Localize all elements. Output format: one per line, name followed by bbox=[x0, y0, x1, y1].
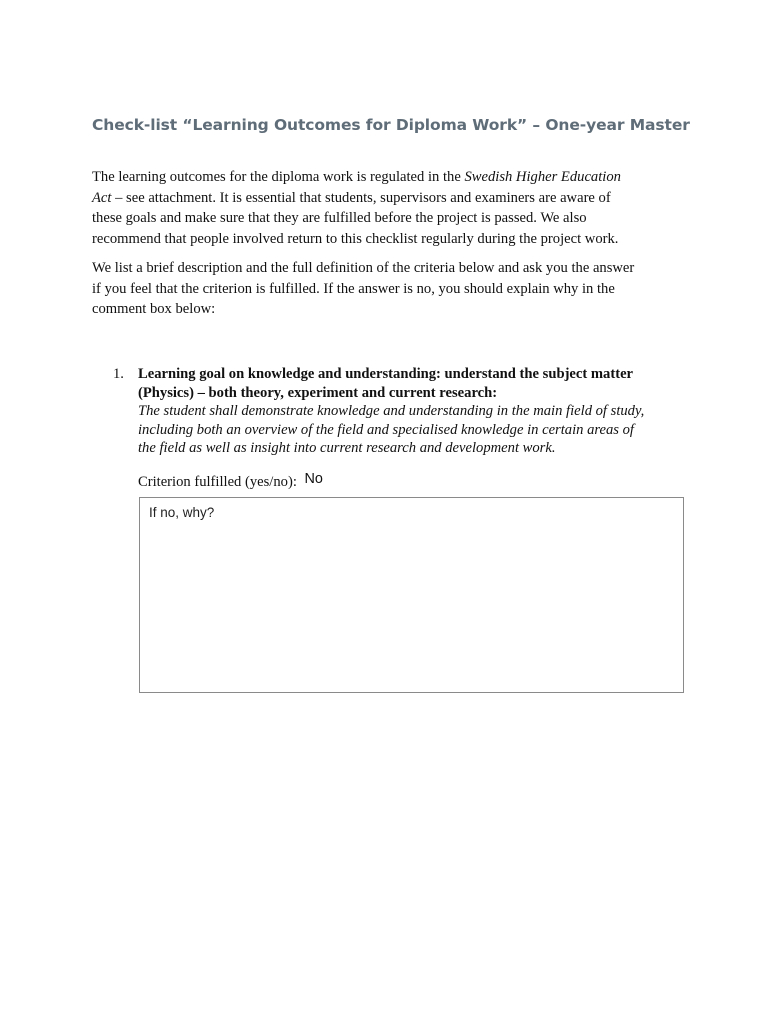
goal-description: including both an overview of the field and specialised knowledge in certain areas of bbox=[138, 421, 634, 438]
intro-line bbox=[92, 188, 682, 209]
goal-number: 1. bbox=[113, 366, 124, 382]
comment-box[interactable] bbox=[139, 497, 684, 693]
criterion-row bbox=[138, 471, 323, 491]
goal-description: The student shall demonstrate knowledge and understanding in the main field of study, bbox=[138, 403, 645, 419]
act-title-text: Act bbox=[92, 189, 112, 206]
document-title: Check-list “Learning Outcomes for Diploma Work” – One-year Master bbox=[92, 116, 690, 134]
intro-line: if you feel that the criterion is fulfilled. If the answer is no, you should explain why in the bbox=[92, 280, 615, 297]
intro-line: these goals and make sure that they are fulfilled before the project is passed. We also bbox=[92, 210, 587, 226]
intro-text: The learning outcomes for the diploma work is regulated in the bbox=[92, 169, 465, 185]
goal-body bbox=[138, 365, 698, 458]
intro-section bbox=[92, 167, 682, 329]
intro-line: We list a brief description and the full definition of the criteria below and ask you the answer bbox=[92, 260, 635, 276]
comment-text: If no, why? bbox=[149, 505, 215, 520]
intro-line: recommend that people involved return to this checklist regularly during the project work. bbox=[92, 230, 619, 247]
act-title-text: Swedish Higher Education bbox=[464, 169, 621, 185]
goal-heading: Learning goal on knowledge and understanding: understand the subject matter bbox=[138, 366, 634, 382]
goal-description: the field as well as insight into current research and development work. bbox=[138, 440, 556, 456]
criterion-label: Criterion fulfilled (yes/no): bbox=[138, 474, 297, 490]
goal-heading: (Physics) – both theory, experiment and current research: bbox=[138, 384, 498, 401]
criterion-answer-field[interactable]: No bbox=[304, 471, 323, 487]
intro-line bbox=[92, 167, 682, 188]
intro-paragraph-2 bbox=[92, 258, 682, 320]
intro-text: – see attachment. It is essential that students, supervisors and examiners are aware of bbox=[111, 189, 611, 206]
intro-line: comment box below: bbox=[92, 301, 216, 317]
intro-paragraph-1 bbox=[92, 167, 682, 249]
